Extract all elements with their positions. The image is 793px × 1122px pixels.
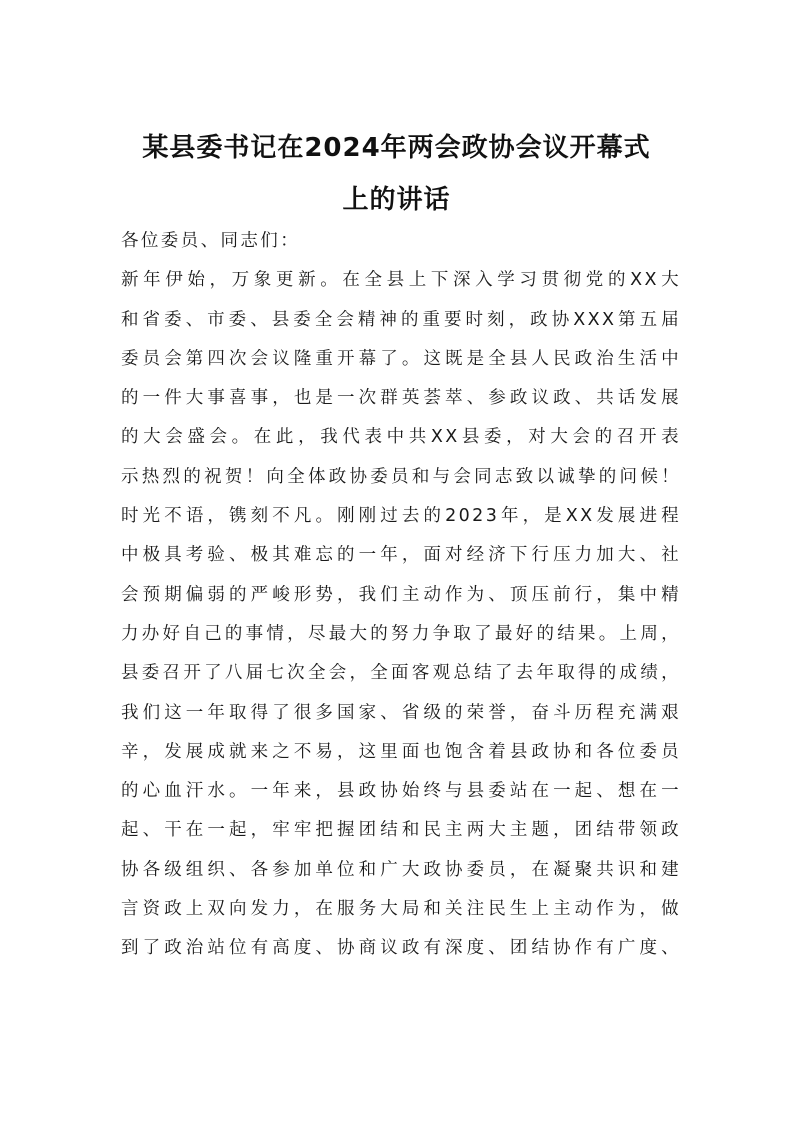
paragraph-line: 和省委、市委、县委全会精神的重要时刻，政协XXX第五届 xyxy=(121,309,681,330)
paragraph-line: 示热烈的祝贺！向全体政协委员和与会同志致以诚挚的问候！ xyxy=(121,466,681,487)
paragraph-line: 会预期偏弱的严峻形势，我们主动作为、顶压前行，集中精 xyxy=(121,584,681,605)
speech-title xyxy=(0,122,793,226)
paragraph-line: 新年伊始，万象更新。在全县上下深入学习贯彻党的XX大 xyxy=(121,270,681,291)
paragraph-line: 到了政治站位有高度、协商议政有深度、团结协作有广度、 xyxy=(121,938,681,959)
paragraph-line: 县委召开了八届七次全会，全面客观总结了去年取得的成绩， xyxy=(121,663,681,684)
paragraph-line: 委员会第四次会议隆重开幕了。这既是全县人民政治生活中 xyxy=(121,348,681,369)
paragraph-line: 的心血汗水。一年来，县政协始终与县委站在一起、想在一 xyxy=(121,781,681,802)
paragraph-line: 言资政上双向发力，在服务大局和关注民生上主动作为，做 xyxy=(121,899,681,920)
paragraph-line: 我们这一年取得了很多国家、省级的荣誉，奋斗历程充满艰 xyxy=(121,702,681,723)
paragraph-line: 协各级组织、各参加单位和广大政协委员，在凝聚共识和建 xyxy=(121,859,681,880)
paragraph-line: 时光不语，镌刻不凡。刚刚过去的2023年，是XX发展进程 xyxy=(121,506,681,527)
speech-body xyxy=(121,222,681,969)
paragraph-line: 中极具考验、极其难忘的一年，面对经济下行压力加大、社 xyxy=(121,545,681,566)
paragraph-line: 起、干在一起，牢牢把握团结和民主两大主题，团结带领政 xyxy=(121,820,681,841)
paragraph-line: 力办好自己的事情，尽最大的努力争取了最好的结果。上周， xyxy=(121,623,681,644)
title-line-1: 某县委书记在2024年两会政协会议开幕式 xyxy=(142,133,651,163)
paragraph-line: 的大会盛会。在此，我代表中共XX县委，对大会的召开表 xyxy=(121,427,681,448)
salutation: 各位委员、同志们： xyxy=(121,231,301,251)
title-line-2: 上的讲话 xyxy=(342,185,451,215)
paragraph-line: 辛，发展成就来之不易，这里面也饱含着县政协和各位委员 xyxy=(121,741,681,762)
paragraph-line: 的一件大事喜事，也是一次群英荟萃、参政议政、共话发展 xyxy=(121,388,681,409)
